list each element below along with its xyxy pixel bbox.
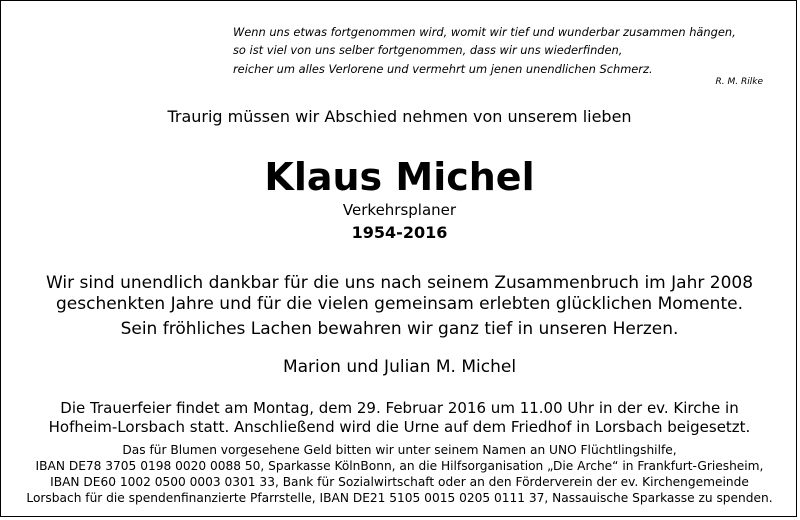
profession: Verkehrsplaner [342, 201, 457, 219]
funeral-service-info [1, 399, 798, 436]
service-line: Hofheim-Lorsbach statt. Anschließend wird die Urne auf dem Friedhof in Lorsbach beigesetzt. [48, 417, 751, 436]
family-signature: Marion und Julian M. Michel [282, 357, 517, 377]
thanks-line: Wir sind unendlich dankbar für die uns nach seinem Zusammenbruch im Jahr 2008 [45, 273, 754, 293]
poem-author: R. M. Rilke [715, 76, 763, 87]
donation-request [1, 442, 798, 506]
poem-line: so ist viel von uns selber fortgenommen, dass wir uns wiederfinden, [233, 43, 623, 58]
poem-quote [233, 23, 781, 88]
laugh-sentence: Sein fröhliches Lachen bewahren wir ganz tief in unseren Herzen. [120, 319, 679, 339]
life-years: 1954-2016 [351, 223, 448, 242]
donation-line: IBAN DE60 1002 0500 0003 0301 33, Bank für Sozialwirtschaft oder an den Förderverein der ev. Kirchengemeinde [50, 475, 749, 489]
donation-line: Lorsbach für die spendenfinanzierte Pfarrstelle, IBAN DE21 5105 0015 0205 0111 37, Nassauische Sparkasse zu spenden. [26, 491, 773, 505]
thanks-paragraph [1, 273, 798, 315]
thanks-line: geschenkten Jahre und für die vielen gemeinsam erlebten glücklichen Momente. [56, 294, 743, 314]
deceased-name: Klaus Michel [264, 155, 535, 199]
donation-line: IBAN DE78 3705 0198 0020 0088 50, Sparkasse KölnBonn, an die Hilfsorganisation „Die Arche“ in Frankfurt-Griesheim, [35, 459, 764, 473]
service-line: Die Trauerfeier findet am Montag, dem 29. Februar 2016 um 11.00 Uhr in der ev. Kirche in [60, 399, 739, 417]
donation-line: Das für Blumen vorgesehene Geld bitten wir unter seinem Namen an UNO Flüchtlingshilfe, [122, 443, 677, 457]
poem-line: reicher um alles Verlorene und vermehrt um jenen unendlichen Schmerz. [233, 61, 653, 76]
intro-text: Traurig müssen wir Abschied nehmen von unserem lieben [167, 107, 632, 126]
poem-line: Wenn uns etwas fortgenommen wird, womit wir tief und wunderbar zusammen hängen, [233, 25, 736, 39]
